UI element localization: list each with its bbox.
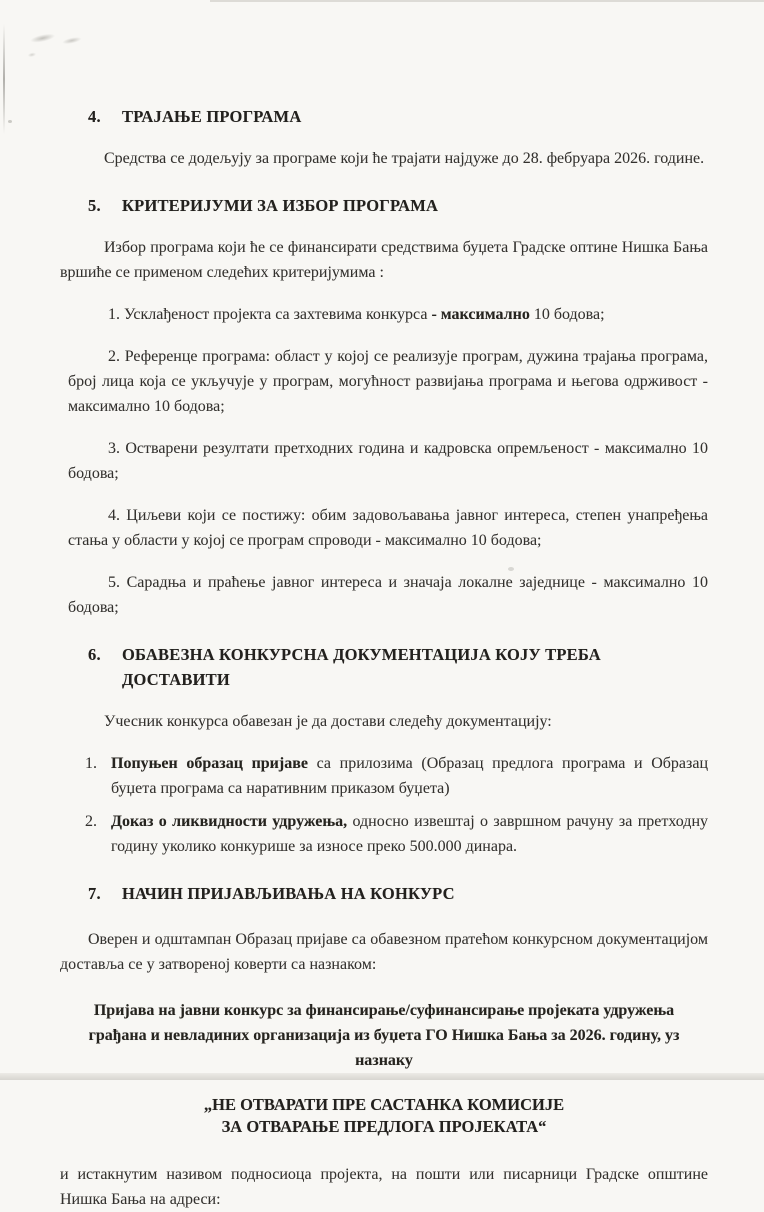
closing-paragraph: и истакнутим називом подносиоца пројекта, на пошти или писарници Градске општине Нишка Бања на адреси: (60, 1166, 708, 1208)
list-item-text (111, 751, 708, 801)
quote-line-2: ЗА ОТВАРАЊЕ ПРЕДЛОГА ПРОЈЕКАТА“ (221, 1117, 547, 1136)
list-item-number: 2. (85, 813, 97, 830)
section-5-title: КРИТЕРИЈУМИ ЗА ИЗБОР ПРОГРАМА (122, 196, 439, 215)
section-7-heading (88, 881, 708, 906)
section-6-heading (88, 642, 708, 692)
criterion-4: 4. Циљеви који се постижу: обим задовољавања јавног интереса, степен унапређења стања у области у којој се програм спроводи - максимално 10 бодова; (68, 507, 708, 549)
criterion-3: 3. Остварени резултати претходних година и кадровска опремљеност - максимално 10 бодова; (68, 440, 708, 482)
do-not-open-quote (60, 1094, 708, 1138)
section-6-intro: Учесник конкурса обавезан је да достави следећу документацију: (104, 713, 552, 730)
section-7-number: 7. (88, 884, 101, 903)
section-4-heading (88, 104, 708, 129)
scan-speck (8, 120, 12, 123)
criterion-5: 5. Сарадња и праћење јавног интереса и значаја локалне заједнице - максимално 10 бодова; (68, 574, 708, 616)
section-6-number: 6. (88, 645, 101, 664)
section-5-heading (88, 193, 708, 218)
quote-line-1: „НЕ ОТВАРАТИ ПРЕ САСТАНКА КОМИСИЈЕ (203, 1095, 565, 1114)
list-item (60, 809, 708, 859)
section-7-paragraph: Оверен и одштампан Образац пријаве са обавезном пратећом конкурсном документацијом доставља се у затвореној коверти са назнаком: (60, 931, 708, 973)
required-documents-list (60, 751, 708, 859)
scan-bottom-edge (0, 1073, 764, 1080)
criterion-1-bold: - максимално (431, 306, 530, 323)
scan-smudge (20, 17, 94, 59)
criterion-1 (60, 302, 708, 327)
list-item-text (111, 809, 708, 859)
section-4-number: 4. (88, 107, 101, 126)
list-item-number: 1. (85, 755, 97, 772)
list-item-rest: са прилозима (Образац предлога програма и Образац буџета програма са наративним приказом буџета) (111, 755, 708, 797)
section-5-number: 5. (88, 196, 101, 215)
criterion-1-text: 1. Усклађеност пројекта са захтевима конкурса (108, 306, 432, 323)
section-4-paragraph: Средства се додељују за програме који ће трајати најдуже до 28. фебруара 2026. године. (104, 150, 705, 167)
section-6-title: ОБАВЕЗНА КОНКУРСНА ДОКУМЕНТАЦИЈА КОЈУ ТРЕБА ДОСТАВИТИ (122, 645, 601, 689)
list-item-rest: односно извештај о завршном рачуну за претходну годину уколико конкурише за износе преко 500.000 динара. (111, 813, 708, 855)
section-7-title: НАЧИН ПРИЈАВЉИВАЊА НА КОНКУРС (122, 884, 455, 903)
list-item-bold: Попуњен образац пријаве (111, 755, 308, 772)
scan-speck (508, 567, 514, 571)
criterion-2: 2. Референце програма: област у којој се реализује програм, дужина трајања програма, број лица која се укључује у програм, могућност развијања програма и његова одрживост - максимално 10 бодова; (68, 348, 708, 415)
scan-top-edge (210, 0, 764, 2)
section-5-intro: Избор програма који ће се финансирати средствима буџета Градске оптине Нишка Бања вршиће се применом следећих критеријумима : (60, 239, 708, 281)
application-notice: Пријава на јавни конкурс за финансирање/суфинансирање пројеката удружења грађана и невладиних организација из буџета ГО Нишка Бања за 2026. годину, уз назнаку (88, 1002, 680, 1069)
list-item-bold: Доказ о ликвидности удружења, (111, 813, 348, 830)
criterion-1-tail: 10 бодова; (529, 306, 605, 323)
section-4-title: ТРАЈАЊЕ ПРОГРАМА (122, 107, 302, 126)
list-item (60, 751, 708, 801)
scan-edge-line (3, 24, 5, 134)
